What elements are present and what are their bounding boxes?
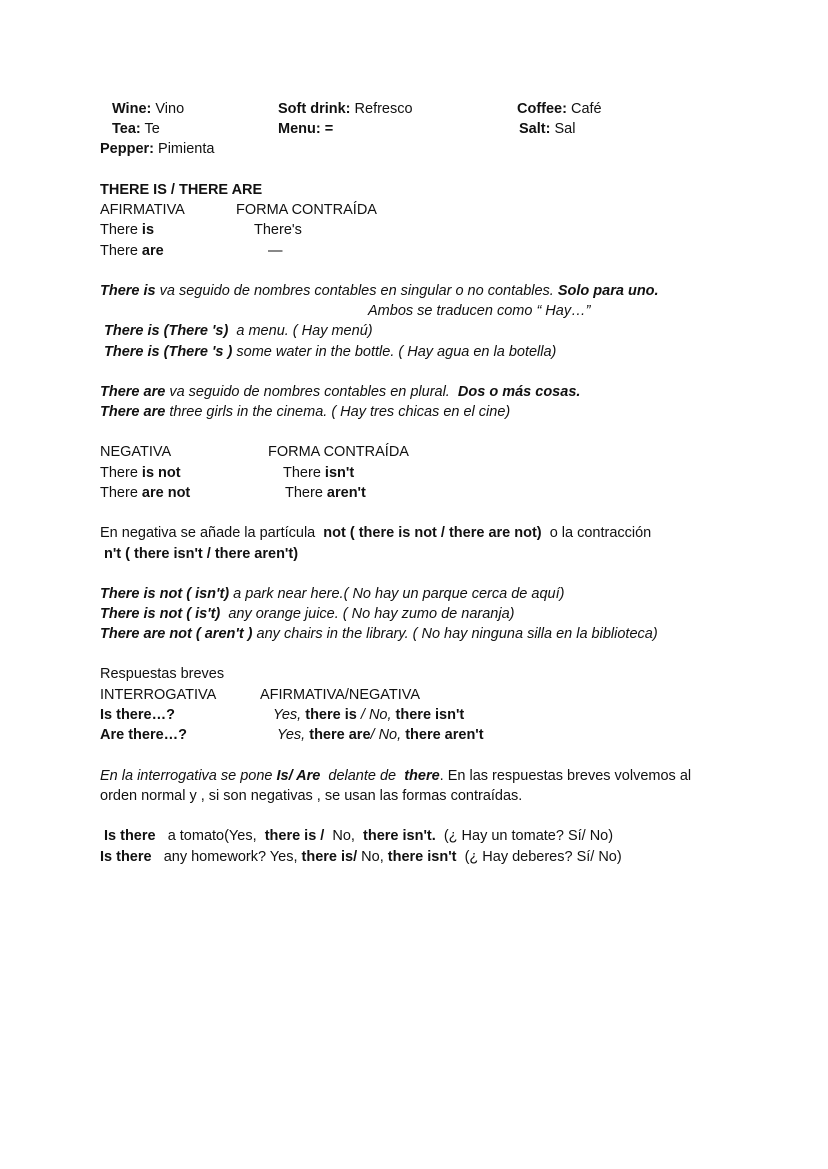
question-is-there: Is there…? bbox=[100, 707, 175, 723]
answers-header: AFIRMATIVA/NEGATIVA bbox=[260, 687, 421, 703]
vocab-menu: Menu: = bbox=[278, 121, 334, 137]
negative-contracted-row-are: There aren't bbox=[285, 485, 366, 501]
negative-example-2: There is not ( is't) any orange juice. ( No hay zumo de naranja) bbox=[100, 606, 515, 622]
translation-note: Ambos se traducen como “ Hay…” bbox=[368, 303, 591, 319]
vocab-tea: Tea: Te bbox=[112, 121, 160, 137]
interrogative-example-2: Is there any homework? Yes, there is/ No, there isn't (¿ Hay deberes? Sí/ No) bbox=[100, 849, 622, 865]
vocab-soft-drink: Soft drink: Refresco bbox=[278, 101, 413, 117]
contracted-row-are: — bbox=[268, 243, 283, 259]
interrogative-note-line1: En la interrogativa se pone Is/ Are delante de there. En las respuestas breves volvemos al bbox=[100, 768, 692, 784]
negative-contracted-row-is: There isn't bbox=[283, 465, 355, 481]
negative-example-1: There is not ( isn't) a park near here.( No hay un parque cerca de aquí) bbox=[100, 586, 565, 602]
contracted-header: FORMA CONTRAÍDA bbox=[236, 202, 377, 218]
negative-header: NEGATIVA bbox=[100, 444, 172, 460]
question-are-there: Are there…? bbox=[100, 727, 188, 743]
interrogative-header: INTERROGATIVA bbox=[100, 687, 217, 703]
affirmative-header: AFIRMATIVA bbox=[100, 202, 185, 218]
interrogative-note-line2: orden normal y , si son negativas , se usan las formas contraídas. bbox=[100, 788, 523, 804]
there-are-rule: There are va seguido de nombres contables en plural. Dos o más cosas. bbox=[100, 384, 581, 400]
interrogative-example-1: Is there a tomato(Yes, there is / No, there isn't. (¿ Hay un tomate? Sí/ No) bbox=[104, 828, 614, 844]
there-is-example-1: There is (There 's) a menu. ( Hay menú) bbox=[104, 323, 373, 339]
section-title: THERE IS / THERE ARE bbox=[100, 182, 263, 198]
vocab-salt: Salt: Sal bbox=[519, 121, 576, 137]
vocab-wine: Wine: Vino bbox=[112, 101, 185, 117]
there-is-example-2: There is (There 's ) some water in the bottle. ( Hay agua en la botella) bbox=[104, 344, 557, 360]
contracted-row-is: There's bbox=[254, 222, 302, 238]
negative-example-3: There are not ( aren't ) any chairs in the library. ( No hay ninguna silla en la biblioteca) bbox=[100, 626, 658, 642]
short-answers-subtitle: Respuestas breves bbox=[100, 666, 225, 682]
there-is-rule: There is va seguido de nombres contables en singular o no contables. Solo para uno. bbox=[100, 283, 659, 299]
negative-row-are: There are not bbox=[100, 485, 191, 501]
answer-are-there: Yes, there are/ No, there aren't bbox=[277, 727, 484, 743]
vocab-pepper: Pepper: Pimienta bbox=[100, 141, 215, 157]
there-are-example: There are three girls in the cinema. ( Hay tres chicas en el cine) bbox=[100, 404, 511, 420]
negative-note-line2: n't ( there isn't / there aren't) bbox=[104, 546, 299, 562]
negative-contracted-header: FORMA CONTRAÍDA bbox=[268, 444, 409, 460]
vocab-coffee: Coffee: Café bbox=[517, 101, 602, 117]
answer-is-there: Yes, there is / No, there isn't bbox=[273, 707, 465, 723]
negative-note-line1: En negativa se añade la partícula not ( there is not / there are not) o la contracción bbox=[100, 525, 652, 541]
affirmative-row-is: There is bbox=[100, 222, 155, 238]
negative-row-is: There is not bbox=[100, 465, 181, 481]
affirmative-row-are: There are bbox=[100, 243, 164, 259]
